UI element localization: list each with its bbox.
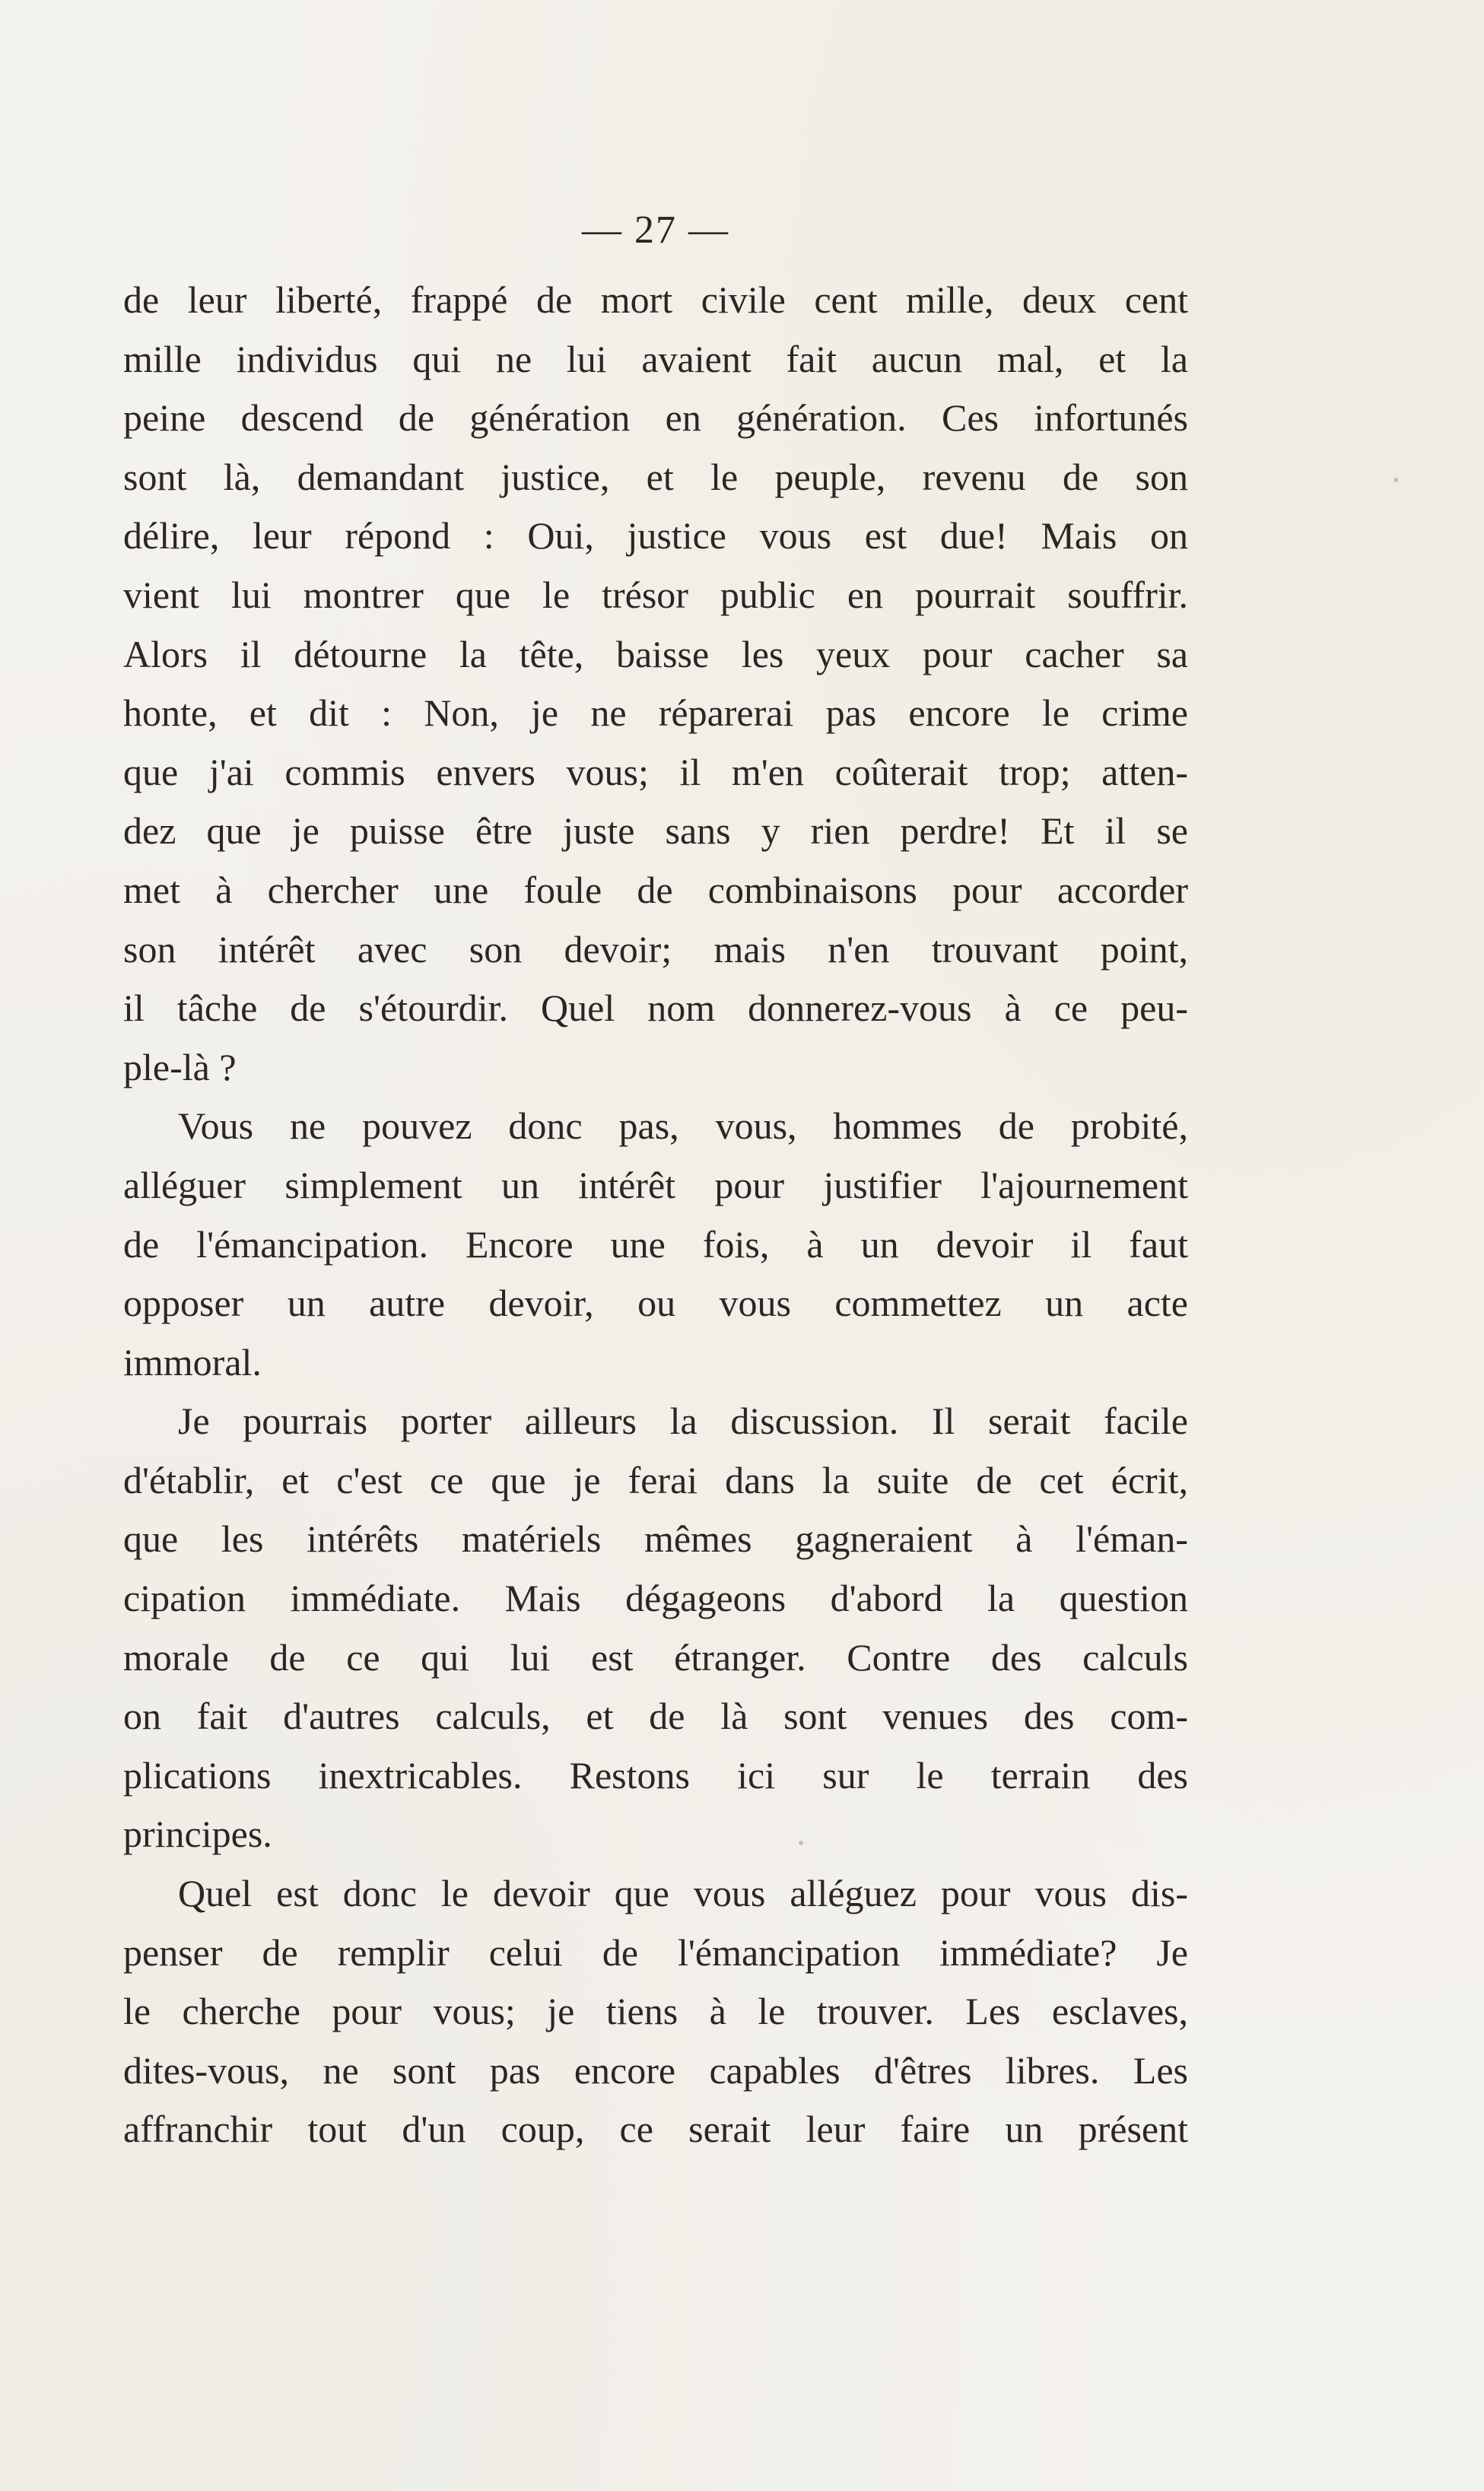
paragraph-2 xyxy=(123,1097,1188,1392)
text-line: Alors il détourne la tête, baisse les yeux pour cacher sa xyxy=(123,632,1188,675)
text-line: délire, leur répond : Oui, justice vous est due! Mais on xyxy=(123,514,1188,558)
text-line: vient lui montrer que le trésor public en pourrait souffrir. xyxy=(123,573,1188,616)
text-line: de leur liberté, frappé de mort civile cent mille, deux cent xyxy=(123,278,1188,321)
text-line: dites-vous, ne sont pas encore capables d'êtres libres. Les xyxy=(123,2048,1188,2092)
text-line: sont là, demandant justice, et le peuple, revenu de son xyxy=(123,455,1188,498)
text-line: ple-là ? xyxy=(123,1045,237,1088)
text-line: il tâche de s'étourdir. Quel nom donnerez-vous à ce peu- xyxy=(123,987,1188,1030)
text-line: penser de remplir celui de l'émancipation immédiate? Je xyxy=(123,1930,1188,1974)
text-line: son intérêt avec son devoir; mais n'en trouvant point, xyxy=(123,927,1188,971)
text-line: alléguer simplement un intérêt pour justifier l'ajournement xyxy=(123,1163,1188,1206)
text-line: peine descend de génération en génération. Ces infortunés xyxy=(123,396,1188,440)
text-line: affranchir tout d'un coup, ce serait leur faire un présent xyxy=(123,2108,1188,2151)
text-line: cipation immédiate. Mais dégageons d'abord la question xyxy=(123,1577,1188,1620)
text-block xyxy=(123,204,1188,2159)
paper-speck xyxy=(1393,478,1398,482)
text-line: dez que je puisse être juste sans y rien perdre! Et il se xyxy=(123,809,1188,853)
text-line: met à chercher une foule de combinaisons pour accorder xyxy=(123,868,1188,911)
text-line: on fait d'autres calculs, et de là sont venues des com- xyxy=(123,1695,1188,1738)
text-line: mille individus qui ne lui avaient fait aucun mal, et la xyxy=(123,337,1188,380)
page-number: — 27 — xyxy=(582,208,729,252)
text-line: d'établir, et c'est ce que je ferai dans la suite de cet écrit, xyxy=(123,1458,1188,1501)
text-line: morale de ce qui lui est étranger. Contre des calculs xyxy=(123,1635,1188,1679)
text-line: honte, et dit : Non, je ne réparerai pas encore le crime xyxy=(123,691,1188,735)
text-line: que les intérêts matériels mêmes gagneraient à l'éman- xyxy=(123,1517,1188,1561)
text-line: Quel est donc le devoir que vous alléguez pour vous dis- xyxy=(178,1872,1188,1915)
text-line: opposer un autre devoir, ou vous commettez un acte xyxy=(123,1282,1188,1325)
paragraph-4 xyxy=(123,1864,1188,2159)
text-line: de l'émancipation. Encore une fois, à un devoir il faut xyxy=(123,1222,1188,1266)
text-line: principes. xyxy=(123,1813,272,1856)
text-line: le cherche pour vous; je tiens à le trouver. Les esclaves, xyxy=(123,1990,1188,2033)
paragraph-1 xyxy=(123,271,1188,1097)
text-line: Vous ne pouvez donc pas, vous, hommes de probité, xyxy=(178,1104,1188,1148)
text-line: Je pourrais porter ailleurs la discussion. Il serait facile xyxy=(178,1400,1188,1443)
text-line: plications inextricables. Restons ici sur le terrain des xyxy=(123,1753,1188,1797)
paragraph-3 xyxy=(123,1392,1188,1864)
text-line: que j'ai commis envers vous; il m'en coûterait trop; atten- xyxy=(123,750,1188,793)
text-line: immoral. xyxy=(123,1340,262,1384)
